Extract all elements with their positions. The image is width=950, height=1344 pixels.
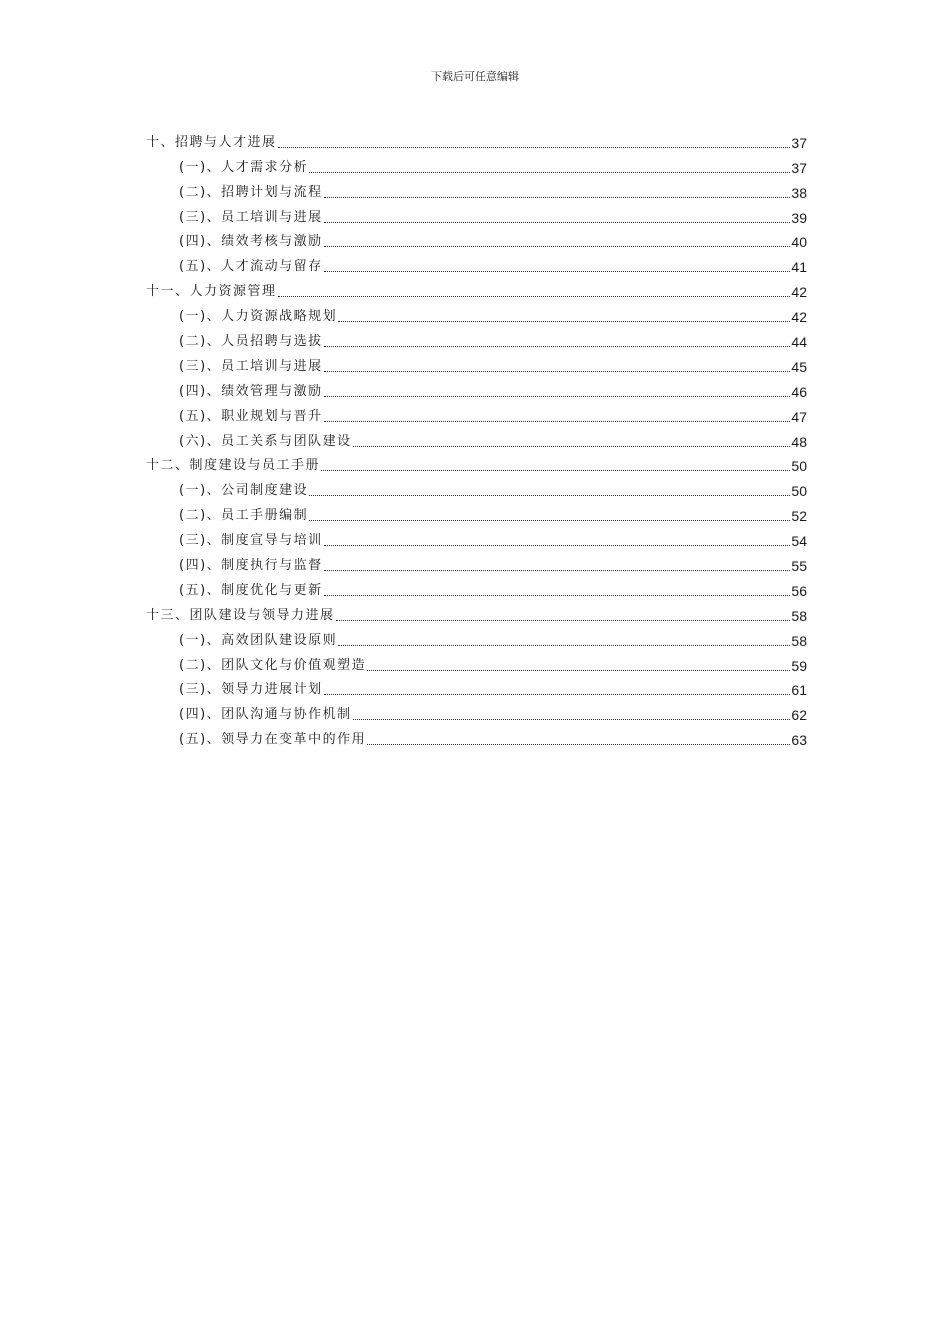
toc-entry-title: (二)、员工手册编制 (179, 508, 309, 524)
toc-section-entry[interactable] (146, 525, 807, 550)
toc-dot-leader (338, 645, 790, 646)
toc-page-number: 37 (791, 159, 807, 176)
toc-page-number: 59 (791, 657, 807, 674)
toc-section-entry[interactable] (146, 625, 807, 650)
toc-dot-leader (324, 197, 791, 198)
toc-page-number: 63 (791, 732, 807, 749)
toc-page-number: 37 (791, 134, 807, 151)
toc-dot-leader (336, 620, 791, 621)
toc-page-number: 52 (791, 508, 807, 525)
toc-chapter-entry[interactable] (146, 451, 807, 476)
toc-dot-leader (324, 694, 791, 695)
toc-section-entry[interactable] (146, 227, 807, 252)
toc-entry-title: (二)、招聘计划与流程 (179, 184, 323, 200)
toc-entry-title: (三)、领导力进展计划 (179, 682, 323, 698)
toc-dot-leader (309, 520, 790, 521)
toc-entry-title: (一)、人力资源战略规划 (179, 309, 338, 325)
toc-dot-leader (324, 570, 791, 571)
toc-dot-leader (278, 147, 791, 148)
toc-page-number: 50 (791, 458, 807, 475)
toc-page-number: 61 (791, 682, 807, 699)
toc-section-entry[interactable] (146, 475, 807, 500)
toc-section-entry[interactable] (146, 500, 807, 525)
toc-entry-title: (四)、绩效考核与激励 (179, 234, 323, 250)
toc-entry-title: 十、招聘与人才进展 (146, 134, 277, 150)
toc-section-entry[interactable] (146, 152, 807, 177)
toc-page-number: 55 (791, 558, 807, 575)
toc-page-number: 45 (791, 358, 807, 375)
toc-entry-title: (五)、制度优化与更新 (179, 582, 323, 598)
toc-entry-title: (四)、绩效管理与激励 (179, 383, 323, 399)
toc-dot-leader (324, 222, 791, 223)
toc-dot-leader (353, 446, 791, 447)
toc-chapter-entry[interactable] (146, 276, 807, 301)
toc-dot-leader (367, 670, 790, 671)
toc-page-number: 39 (791, 209, 807, 226)
toc-section-entry[interactable] (146, 575, 807, 600)
toc-page-number: 58 (791, 632, 807, 649)
toc-dot-leader (324, 595, 791, 596)
toc-page-number: 40 (791, 234, 807, 251)
toc-entry-title: (二)、团队文化与价值观塑造 (179, 657, 367, 673)
toc-page-number: 62 (791, 707, 807, 724)
toc-page-number: 38 (791, 184, 807, 201)
toc-entry-title: (五)、领导力在变革中的作用 (179, 732, 367, 748)
toc-dot-leader (324, 271, 791, 272)
toc-section-entry[interactable] (146, 376, 807, 401)
toc-entry-title: (一)、人才需求分析 (179, 159, 309, 175)
toc-dot-leader (309, 172, 790, 173)
toc-entry-title: (五)、人才流动与留存 (179, 259, 323, 275)
toc-page-number: 47 (791, 408, 807, 425)
toc-section-entry[interactable] (146, 251, 807, 276)
toc-dot-leader (278, 296, 791, 297)
toc-section-entry[interactable] (146, 550, 807, 575)
toc-entry-title: (三)、员工培训与进展 (179, 358, 323, 374)
toc-dot-leader (309, 495, 790, 496)
toc-chapter-entry[interactable] (146, 127, 807, 152)
toc-page-number: 54 (791, 533, 807, 550)
toc-page-number: 46 (791, 383, 807, 400)
toc-section-entry[interactable] (146, 326, 807, 351)
toc-section-entry[interactable] (146, 177, 807, 202)
toc-entry-title: 十二、制度建设与员工手册 (146, 458, 321, 474)
toc-page-number: 56 (791, 582, 807, 599)
toc-section-entry[interactable] (146, 699, 807, 724)
toc-page-number: 41 (791, 259, 807, 276)
toc-entry-title: 十三、团队建设与领导力进展 (146, 607, 335, 623)
toc-dot-leader (353, 719, 791, 720)
toc-page-number: 58 (791, 607, 807, 624)
toc-section-entry[interactable] (146, 426, 807, 451)
toc-section-entry[interactable] (146, 301, 807, 326)
toc-section-entry[interactable] (146, 675, 807, 700)
toc-section-entry[interactable] (146, 202, 807, 227)
toc-dot-leader (324, 545, 791, 546)
toc-dot-leader (324, 346, 791, 347)
toc-section-entry[interactable] (146, 401, 807, 426)
toc-section-entry[interactable] (146, 724, 807, 749)
toc-entry-title: (三)、制度宣导与培训 (179, 533, 323, 549)
toc-entry-title: (四)、制度执行与监督 (179, 558, 323, 574)
toc-page-number: 42 (791, 309, 807, 326)
toc-dot-leader (321, 470, 790, 471)
table-of-contents (146, 127, 807, 749)
toc-page-number: 42 (791, 284, 807, 301)
toc-section-entry[interactable] (146, 650, 807, 675)
toc-dot-leader (367, 744, 790, 745)
toc-entry-title: (五)、职业规划与晋升 (179, 408, 323, 424)
toc-dot-leader (324, 421, 791, 422)
toc-section-entry[interactable] (146, 351, 807, 376)
toc-dot-leader (324, 371, 791, 372)
toc-page-number: 48 (791, 433, 807, 450)
toc-entry-title: (二)、人员招聘与选拔 (179, 334, 323, 350)
toc-dot-leader (324, 246, 791, 247)
toc-entry-title: (一)、公司制度建设 (179, 483, 309, 499)
toc-entry-title: 十一、人力资源管理 (146, 284, 277, 300)
toc-page-number: 44 (791, 334, 807, 351)
toc-entry-title: (一)、高效团队建设原则 (179, 632, 338, 648)
toc-dot-leader (338, 321, 790, 322)
toc-dot-leader (324, 396, 791, 397)
toc-entry-title: (三)、员工培训与进展 (179, 209, 323, 225)
page-header: 下载后可任意编辑 (431, 70, 519, 83)
toc-entry-title: (六)、员工关系与团队建设 (179, 433, 352, 449)
toc-page-number: 50 (791, 483, 807, 500)
toc-entry-title: (四)、团队沟通与协作机制 (179, 707, 352, 723)
toc-chapter-entry[interactable] (146, 600, 807, 625)
